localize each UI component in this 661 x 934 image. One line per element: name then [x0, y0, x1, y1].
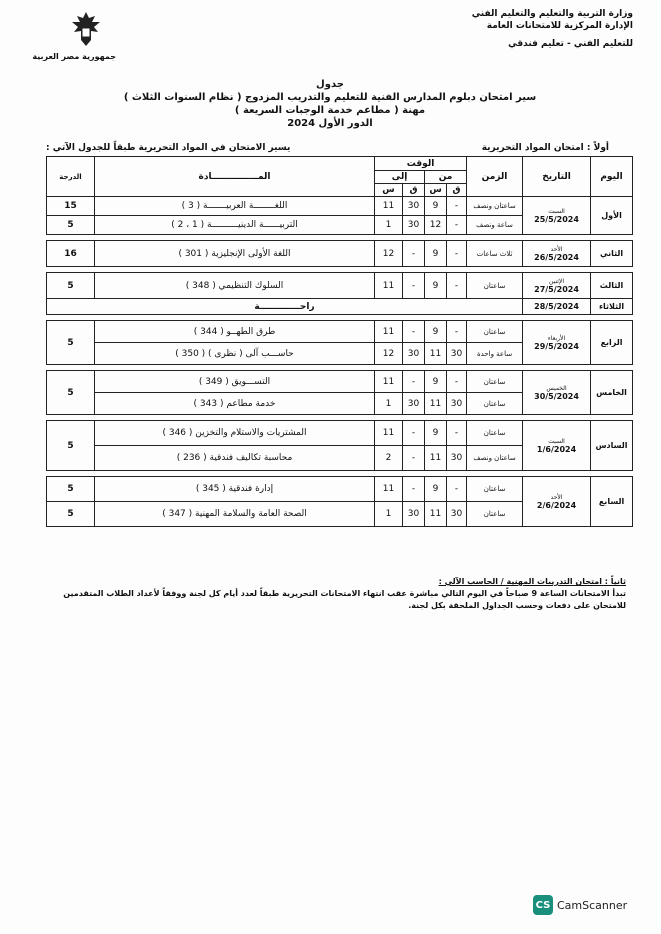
- total-cell: 5: [47, 421, 95, 471]
- to-minute-cell: -: [403, 446, 425, 471]
- egypt-emblem: [32, 10, 116, 61]
- duration-cell: ثلاث ساعات: [467, 241, 523, 267]
- col-from-hour: س: [425, 184, 447, 197]
- total-cell: 15: [47, 197, 95, 216]
- duration-cell: ساعتان ونصف: [467, 446, 523, 471]
- camscanner-text: CamScanner: [557, 898, 628, 912]
- to-hour-cell: 11: [375, 371, 403, 393]
- col-day: اليوم: [591, 157, 633, 197]
- date-value: 29/5/2024: [534, 341, 579, 351]
- from-hour-cell: 11: [425, 343, 447, 365]
- day-cell: الثالث: [591, 273, 633, 299]
- section2-notes: [40, 576, 626, 612]
- col-time: الوقت: [375, 157, 467, 171]
- to-minute-cell: 30: [403, 343, 425, 365]
- date-value: 27/5/2024: [534, 284, 579, 294]
- document-title: [80, 78, 580, 130]
- from-minute-cell: -: [447, 216, 467, 235]
- from-minute-cell: 30: [447, 502, 467, 527]
- total-cell: 16: [47, 241, 95, 267]
- from-minute-cell: -: [447, 371, 467, 393]
- to-hour-cell: 1: [375, 216, 403, 235]
- from-minute-cell: 30: [447, 393, 467, 415]
- to-minute-cell: -: [403, 273, 425, 299]
- col-to-hour: س: [375, 184, 403, 197]
- day-cell: السادس: [591, 421, 633, 471]
- ministry-header: [423, 8, 633, 50]
- from-minute-cell: -: [447, 321, 467, 343]
- from-minute-cell: -: [447, 477, 467, 502]
- subject-cell: حاســـب آلى ( نظرى ) ( 350 ): [95, 343, 375, 365]
- to-hour-cell: 1: [375, 393, 403, 415]
- total-cell: 5: [47, 216, 95, 235]
- camscanner-watermark: [533, 895, 627, 915]
- date-cell: [523, 273, 591, 299]
- ministry-line: الإدارة المركزية للامتحانات العامة: [486, 21, 633, 31]
- weekday-label: الخميس: [546, 384, 567, 392]
- total-cell: 5: [47, 502, 95, 527]
- to-hour-cell: 11: [375, 321, 403, 343]
- duration-cell: ساعتان: [467, 477, 523, 502]
- from-minute-cell: 30: [447, 343, 467, 365]
- to-minute-cell: 30: [403, 393, 425, 415]
- from-hour-cell: 9: [425, 421, 447, 446]
- date-value: 2/6/2024: [536, 500, 577, 510]
- duration-cell: ساعتان: [467, 421, 523, 446]
- from-hour-cell: 12: [425, 216, 447, 235]
- subject-cell: إدارة فندقية ( 345 ): [95, 477, 375, 502]
- day-cell: الخامس: [591, 371, 633, 415]
- to-hour-cell: 12: [375, 343, 403, 365]
- ministry-line: وزارة التربية والتعليم والتعليم الفني: [471, 9, 633, 19]
- from-hour-cell: 9: [425, 321, 447, 343]
- table-row: [47, 299, 633, 315]
- duration-cell: ساعتان: [467, 393, 523, 415]
- eagle-emblem-icon: [69, 10, 103, 48]
- to-minute-cell: 30: [403, 502, 425, 527]
- weekday-label: الأربعاء: [547, 334, 566, 342]
- subject-cell: محاسبة تكاليف فندقية ( 236 ): [95, 446, 375, 471]
- to-hour-cell: 11: [375, 421, 403, 446]
- table-row: [47, 273, 633, 299]
- date-value: 28/5/2024: [534, 302, 579, 311]
- rest-day-cell: راحـــــــــــــة: [47, 299, 523, 315]
- weekday-label: الأحد: [550, 493, 563, 501]
- day-cell: الأول: [591, 197, 633, 235]
- section2-label: ثانياً : امتحان التدريبات المهنية / الحاسب الآلي :: [438, 577, 626, 586]
- title-line: جدول: [316, 79, 344, 90]
- duration-cell: ساعتان ونصف: [467, 197, 523, 216]
- from-hour-cell: 9: [425, 197, 447, 216]
- col-to-minute: ق: [403, 184, 425, 197]
- subject-cell: السلوك التنظيمي ( 348 ): [95, 273, 375, 299]
- to-hour-cell: 11: [375, 273, 403, 299]
- duration-cell: ساعتان: [467, 273, 523, 299]
- date-cell: [523, 371, 591, 415]
- from-minute-cell: -: [447, 197, 467, 216]
- weekday-label: السبت: [548, 437, 565, 445]
- title-line: مهنة ( مطاعم خدمة الوجبات السريعة ): [234, 105, 426, 116]
- to-minute-cell: -: [403, 241, 425, 267]
- total-cell: 5: [47, 273, 95, 299]
- to-minute-cell: -: [403, 477, 425, 502]
- section1-note: يسير الامتحان في المواد التحريرية طبقاً للجدول الآتي :: [46, 143, 291, 153]
- subject-cell: التســـويق ( 349 ): [95, 371, 375, 393]
- from-hour-cell: 11: [425, 393, 447, 415]
- col-duration: الزمن: [467, 157, 523, 197]
- table-row: [47, 321, 633, 343]
- day-cell: السابع: [591, 477, 633, 527]
- to-hour-cell: 2: [375, 446, 403, 471]
- table-row: [47, 421, 633, 446]
- camscanner-icon: CS: [533, 895, 553, 915]
- total-cell: 5: [47, 371, 95, 415]
- to-minute-cell: -: [403, 421, 425, 446]
- subject-cell: طرق الطهــو ( 344 ): [95, 321, 375, 343]
- date-cell: [523, 477, 591, 527]
- from-minute-cell: -: [447, 241, 467, 267]
- to-hour-cell: 11: [375, 477, 403, 502]
- total-cell: 5: [47, 477, 95, 502]
- weekday-label: السبت: [548, 207, 565, 215]
- from-hour-cell: 9: [425, 273, 447, 299]
- weekday-label: الأحد: [550, 245, 563, 253]
- from-hour-cell: 9: [425, 371, 447, 393]
- to-hour-cell: 11: [375, 197, 403, 216]
- subject-cell: المشتريات والاستلام والتخزين ( 346 ): [95, 421, 375, 446]
- duration-cell: ساعتان: [467, 321, 523, 343]
- day-cell: الرابع: [591, 321, 633, 365]
- table-row: [47, 477, 633, 502]
- date-cell: [523, 241, 591, 267]
- duration-cell: ساعة ونصف: [467, 216, 523, 235]
- day-cell: الثاني: [591, 241, 633, 267]
- date-cell: [523, 197, 591, 235]
- date-cell: [523, 299, 591, 315]
- from-hour-cell: 9: [425, 477, 447, 502]
- title-line: الدور الأول 2024: [287, 118, 373, 129]
- date-value: 30/5/2024: [534, 391, 579, 401]
- col-date: التاريخ: [523, 157, 591, 197]
- weekday-label: الإثنين: [549, 277, 564, 285]
- col-total: الدرجة: [47, 157, 95, 197]
- section1-label: أولاً : امتحان المواد التحريرية: [481, 143, 609, 153]
- from-hour-cell: 9: [425, 241, 447, 267]
- from-hour-cell: 11: [425, 446, 447, 471]
- date-cell: [523, 321, 591, 365]
- subject-cell: الصحة العامة والسلامة المهنية ( 347 ): [95, 502, 375, 527]
- from-minute-cell: 30: [447, 446, 467, 471]
- exam-schedule-table: [46, 156, 633, 527]
- date-value: 25/5/2024: [534, 214, 579, 224]
- date-value: 26/5/2024: [534, 252, 579, 262]
- section2-text: تبدأ الامتحانات الساعة 9 صباحاً في اليوم التالي مباشرة عقب انتهاء الامتحانات التحريرية طبقاً لعدد أيام كل لجنة ووفقاً لأعداد الطلاب المتقدمين للامتحان على دفعات وحسب الجداول الملحقة بكل لجنة.: [63, 589, 626, 610]
- total-cell: 5: [47, 321, 95, 365]
- date-cell: [523, 421, 591, 471]
- emblem-caption: جمهورية مصر العربية: [32, 52, 116, 61]
- to-hour-cell: 12: [375, 241, 403, 267]
- subject-cell: اللغة الأولى الإنجليزية ( 301 ): [95, 241, 375, 267]
- col-to: إلى: [375, 171, 425, 184]
- from-minute-cell: -: [447, 273, 467, 299]
- duration-cell: ساعتان: [467, 371, 523, 393]
- table-row: [47, 241, 633, 267]
- subject-cell: خدمة مطاعم ( 343 ): [95, 393, 375, 415]
- to-hour-cell: 1: [375, 502, 403, 527]
- to-minute-cell: -: [403, 371, 425, 393]
- subject-cell: التربيــــــة الدينيــــــــــة ( 1 ، 2 ): [95, 216, 375, 235]
- to-minute-cell: 30: [403, 197, 425, 216]
- table-row: [47, 371, 633, 393]
- col-from: من: [425, 171, 467, 184]
- col-subject: المـــــــــــــــادة: [95, 157, 375, 197]
- day-cell: الثلاثاء: [591, 299, 633, 315]
- subject-cell: اللغــــــــة العربيـــــــة ( 3 ): [95, 197, 375, 216]
- ministry-line: للتعليم الفني - تعليم فندقي: [508, 39, 633, 49]
- to-minute-cell: -: [403, 321, 425, 343]
- col-from-minute: ق: [447, 184, 467, 197]
- table-row: [47, 197, 633, 216]
- duration-cell: ساعتان: [467, 502, 523, 527]
- title-line: سير امتحان دبلوم المدارس الفنية للتعليم والتدريب المزدوج ( نظام السنوات الثلاث ): [123, 92, 537, 103]
- from-hour-cell: 11: [425, 502, 447, 527]
- from-minute-cell: -: [447, 421, 467, 446]
- to-minute-cell: 30: [403, 216, 425, 235]
- duration-cell: ساعة واحدة: [467, 343, 523, 365]
- date-value: 1/6/2024: [536, 444, 577, 454]
